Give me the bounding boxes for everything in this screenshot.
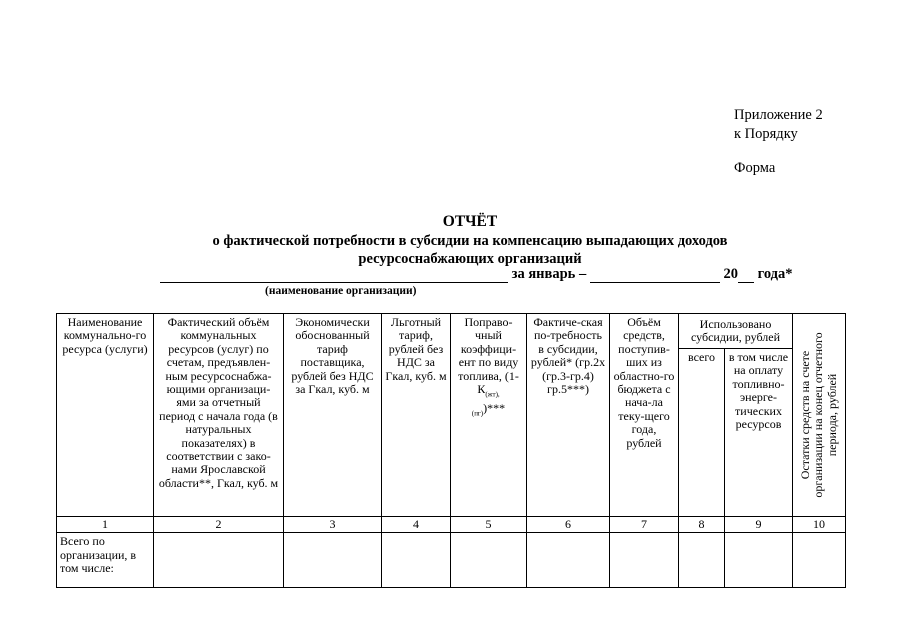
appendix-reference bbox=[734, 106, 823, 144]
column-number: 3 bbox=[284, 517, 382, 533]
report-subtitle-line-2: ресурсоснабжающих организаций bbox=[358, 251, 582, 267]
appendix-line-2: к Порядку bbox=[734, 126, 798, 142]
col-header-funds-received: Объём средств, поступив-ших из областно-го бюджета с нача-ла теку-щего года, рублей bbox=[610, 314, 679, 517]
column-number: 1 bbox=[57, 517, 154, 533]
col-header-remaining-funds bbox=[793, 314, 846, 517]
column-number: 4 bbox=[382, 517, 451, 533]
table-cell bbox=[610, 533, 679, 588]
year-prefix: 20 bbox=[723, 266, 738, 282]
organization-period-line bbox=[160, 266, 792, 283]
table-cell bbox=[679, 533, 725, 588]
table-cell bbox=[451, 533, 527, 588]
column-number: 10 bbox=[793, 517, 846, 533]
column-number: 6 bbox=[527, 517, 610, 533]
table-cell bbox=[793, 533, 846, 588]
table-cell bbox=[527, 533, 610, 588]
col-header-subsidy-used: Использовано субсидии, рублей bbox=[679, 314, 793, 349]
total-row bbox=[57, 533, 846, 588]
header-row-1 bbox=[57, 314, 846, 349]
column-number: 7 bbox=[610, 517, 679, 533]
year-suffix: года* bbox=[757, 266, 793, 282]
appendix-line-1: Приложение 2 bbox=[734, 107, 823, 123]
table-cell bbox=[154, 533, 284, 588]
column-number: 2 bbox=[154, 517, 284, 533]
report-title: ОТЧЁТ bbox=[442, 213, 498, 230]
col-header-subsidy-fuel: в том числе на оплату топливно-энерге-тических ресурсов bbox=[725, 349, 793, 517]
col-header-actual-need: Фактиче-ская по-требность в субсидии, рублей* (гр.2х (гр.3-гр.4) гр.5***) bbox=[527, 314, 610, 517]
col-header-economic-tariff: Экономически обоснованный тариф поставщика, рублей без НДС за Гкал, куб. м bbox=[284, 314, 382, 517]
organization-caption: (наименование организации) bbox=[265, 285, 417, 297]
column-numbers-row bbox=[57, 517, 846, 533]
remaining-funds-text: Остатки средств на счете организации на конец отчетного периода, рублей bbox=[797, 332, 839, 498]
year-blank bbox=[738, 267, 754, 283]
column-number: 8 bbox=[679, 517, 725, 533]
column-number: 9 bbox=[725, 517, 793, 533]
form-label: Форма bbox=[734, 160, 776, 176]
col-header-resource: Наименование коммунально-го ресурса (услуги) bbox=[57, 314, 154, 517]
total-row-label: Всего по организации, в том числе: bbox=[57, 533, 154, 588]
report-table bbox=[56, 313, 846, 588]
col-header-preferential-tariff: Льготный тариф, рублей без НДС за Гкал, куб. м bbox=[382, 314, 451, 517]
col-header-subsidy-total: всего bbox=[679, 349, 725, 517]
column-number: 5 bbox=[451, 517, 527, 533]
col-header-correction-coefficient: Поправо-чный коэффици-ент по виду топлива, (1- $К_{(жт),}$ $_{(пг)}$)*** bbox=[451, 314, 527, 517]
period-month-blank bbox=[590, 267, 720, 283]
table-cell bbox=[284, 533, 382, 588]
report-subtitle-line-1: о фактической потребности в субсидии на компенсацию выпадающих доходов bbox=[212, 233, 728, 249]
table-cell bbox=[725, 533, 793, 588]
table-cell bbox=[382, 533, 451, 588]
col-header-actual-volume: Фактический объём коммунальных ресурсов (услуг) по счетам, предъявлен-ным ресурсоснабжа-ющими организаци-ями за отчетный период с начала года (в натуральных показателях) в соответствии с зако-нами Ярославской области**, Гкал, куб. м bbox=[154, 314, 284, 517]
organization-name-blank bbox=[160, 267, 508, 283]
period-for-label: за январь – bbox=[511, 266, 587, 282]
